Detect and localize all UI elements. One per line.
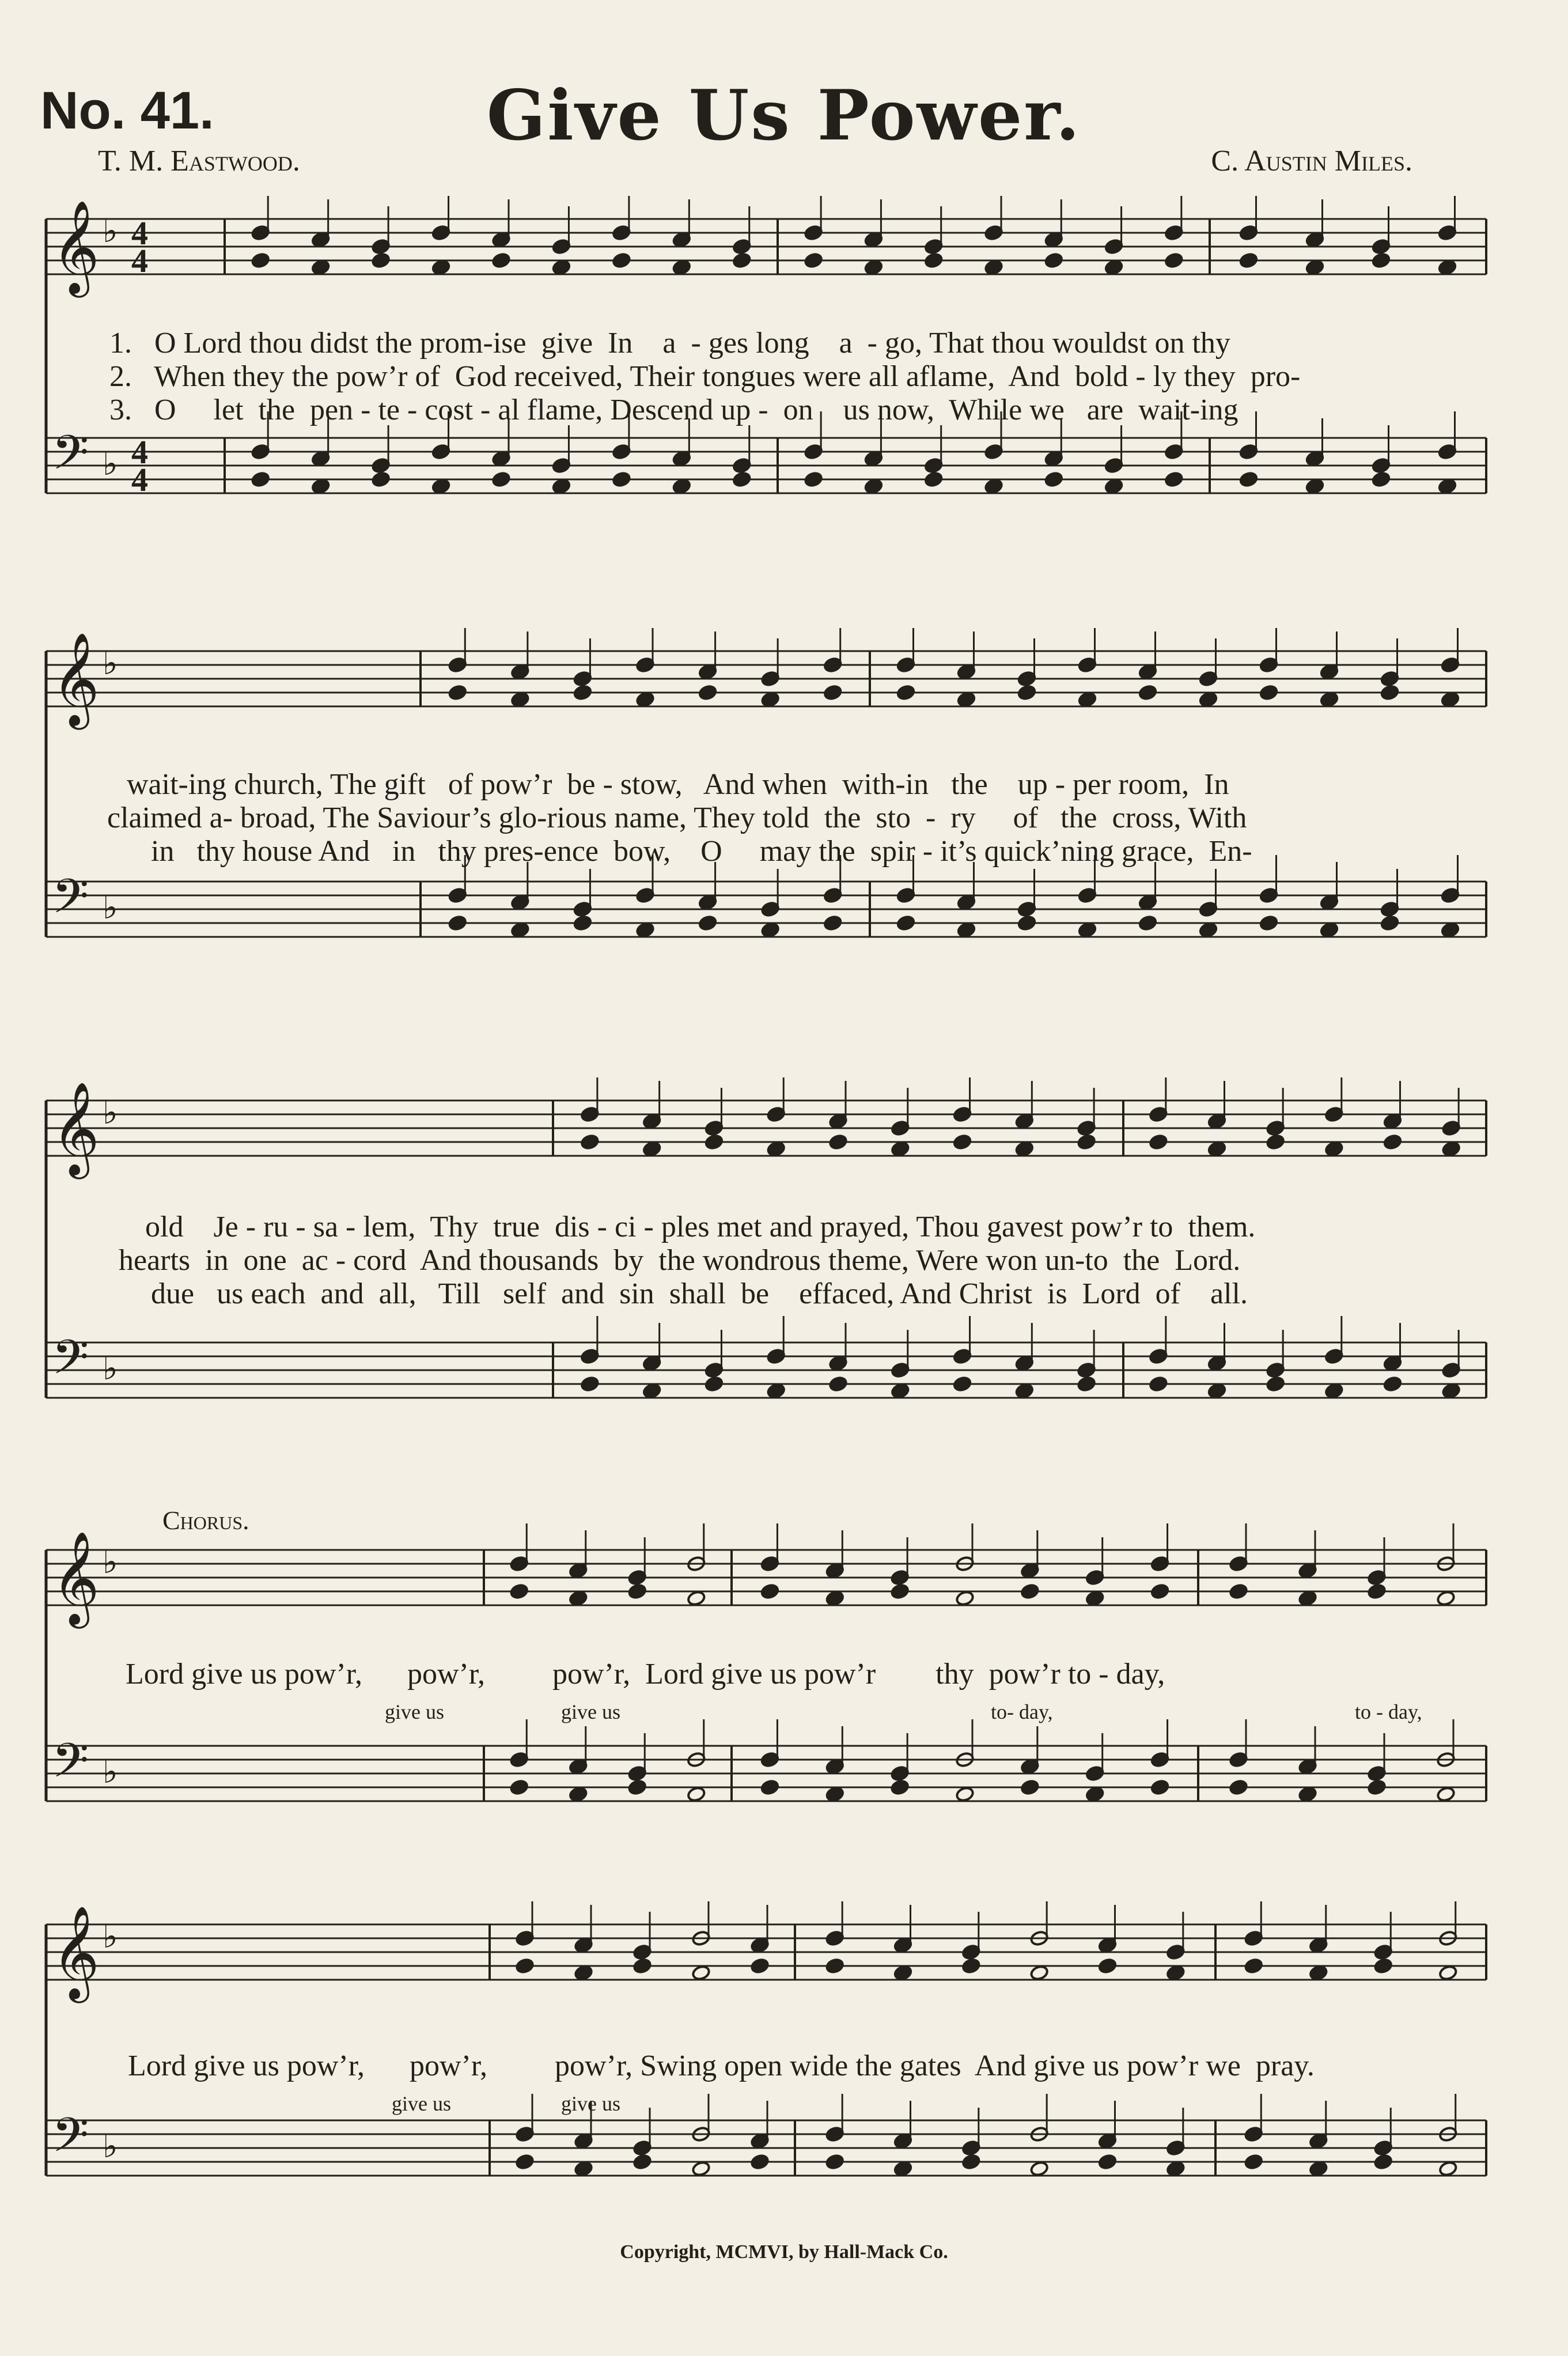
chorus-bass-word-2: give us xyxy=(561,1700,620,1723)
note-head xyxy=(1367,1583,1386,1599)
copyright-notice: Copyright, MCMVI, by Hall-Mack Co. xyxy=(620,2241,948,2263)
note-head xyxy=(750,1958,769,1974)
note-head xyxy=(955,1786,974,1802)
note-head xyxy=(761,922,780,938)
chorus-bass-word-1: give us xyxy=(385,1700,444,1723)
note-head xyxy=(1104,478,1123,494)
note-head xyxy=(251,471,270,487)
note-head xyxy=(891,1583,910,1599)
note-head xyxy=(1266,1376,1285,1392)
flat-icon: ♭ xyxy=(103,1350,118,1387)
note-head xyxy=(642,1141,661,1157)
note-head xyxy=(1320,691,1339,708)
note-head xyxy=(1438,259,1457,275)
note-head xyxy=(580,1134,599,1150)
verse-2-line-2: claimed a- broad, The Saviour’s glo-rious name, They told the sto - ry of the cross, With xyxy=(107,801,1247,834)
treble-clef-icon: 𝄞 xyxy=(52,200,100,294)
note-head xyxy=(1077,1134,1096,1150)
note-head xyxy=(1383,1376,1402,1392)
note-head xyxy=(574,2161,593,2177)
flat-icon: ♭ xyxy=(103,645,118,682)
note-head xyxy=(612,471,631,487)
note-head xyxy=(1044,252,1063,268)
note-head xyxy=(672,259,691,275)
note-head xyxy=(1298,1590,1317,1606)
note-head xyxy=(1166,2161,1185,2177)
note-head xyxy=(448,685,467,701)
note-head xyxy=(1229,1583,1248,1599)
note-head xyxy=(924,252,943,268)
note-head xyxy=(1320,922,1339,938)
note-head xyxy=(961,1958,980,1974)
note-head xyxy=(825,1958,844,1974)
lyricist-credit: T. M. Eastwood. xyxy=(98,145,300,177)
note-head xyxy=(1015,1141,1034,1157)
note-head xyxy=(1374,1958,1393,1974)
note-head xyxy=(1164,252,1183,268)
note-head xyxy=(251,252,270,268)
note-head xyxy=(628,1779,647,1795)
chorus-bass-word-3: to- day, xyxy=(991,1700,1053,1723)
note-head xyxy=(957,691,976,708)
note-head xyxy=(957,922,976,938)
verse-3-line-3: due us each and all, Till self and sin shall be effaced, And Christ is Lord of all. xyxy=(151,1277,1248,1310)
note-head xyxy=(1298,1786,1317,1802)
note-head xyxy=(864,478,883,494)
composer-credit: C. Austin Miles. xyxy=(1211,145,1412,177)
note-head xyxy=(1164,471,1183,487)
note-head xyxy=(732,252,751,268)
note-head xyxy=(825,2154,844,2170)
note-head xyxy=(632,1958,652,1974)
note-head xyxy=(1138,915,1157,931)
note-head xyxy=(891,1779,910,1795)
verse-2-line-3: hearts in one ac - cord And thousands by the wondrous theme, Were won un-to the Lord. xyxy=(119,1244,1241,1277)
treble-clef-icon: 𝄞 xyxy=(52,1081,100,1175)
bass-clef-icon: 𝄢 xyxy=(52,1329,89,1397)
note-head xyxy=(705,1134,724,1150)
note-head xyxy=(1150,1779,1169,1795)
note-head xyxy=(1324,1141,1343,1157)
note-head xyxy=(573,685,592,701)
note-head xyxy=(864,259,883,275)
verse-1-line-3: old Je - ru - sa - lem, Thy true dis - ci - ples met and prayed, Thou gavest pow’r to them. xyxy=(145,1211,1256,1243)
chorus-label: Chorus. xyxy=(162,1506,249,1535)
bass-clef-icon: 𝄢 xyxy=(52,2107,89,2175)
note-head xyxy=(1259,685,1278,701)
note-head xyxy=(828,1376,847,1392)
note-head xyxy=(431,478,450,494)
flat-icon: ♭ xyxy=(103,889,118,926)
note-head xyxy=(1149,1376,1168,1392)
note-head xyxy=(984,478,1003,494)
verse-3-line-1: 3. O let the pen - te - cost - al flame, Descend up - on us now, While we are wait-ing xyxy=(109,394,1239,426)
chorus-line-1: Lord give us pow’r, pow’r, pow’r, Lord give us pow’r thy pow’r to - day, xyxy=(126,1658,1165,1691)
note-head xyxy=(1244,1958,1263,1974)
note-head xyxy=(687,1590,706,1606)
note-head xyxy=(515,2154,534,2170)
note-head xyxy=(955,1590,974,1606)
note-head xyxy=(672,478,691,494)
note-head xyxy=(1309,2161,1328,2177)
note-head xyxy=(552,478,571,494)
flat-icon: ♭ xyxy=(103,1094,118,1132)
note-head xyxy=(924,471,943,487)
note-head xyxy=(1259,915,1278,931)
note-head xyxy=(953,1134,972,1150)
note-head xyxy=(1436,1590,1455,1606)
note-head xyxy=(1207,1141,1226,1157)
note-head xyxy=(372,471,391,487)
note-head xyxy=(732,471,751,487)
note-head xyxy=(760,1779,779,1795)
note-head xyxy=(691,1965,710,1981)
note-head xyxy=(510,1583,529,1599)
note-head xyxy=(1380,915,1399,931)
note-head xyxy=(573,915,592,931)
note-head xyxy=(431,259,450,275)
note-head xyxy=(687,1786,706,1802)
note-head xyxy=(961,2154,980,2170)
note-head xyxy=(823,685,842,701)
note-head xyxy=(612,252,631,268)
note-head xyxy=(823,915,842,931)
note-head xyxy=(761,691,780,708)
time-signature: 4 xyxy=(131,242,148,279)
note-head xyxy=(1199,691,1218,708)
note-head xyxy=(448,915,467,931)
note-head xyxy=(1374,2154,1393,2170)
note-head xyxy=(1372,252,1391,268)
note-head xyxy=(1383,1134,1402,1150)
note-head xyxy=(1015,1383,1034,1399)
treble-clef-icon: 𝄞 xyxy=(52,1531,100,1625)
treble-clef-icon: 𝄞 xyxy=(52,1905,100,1999)
chorus-bass-word-6: give us xyxy=(561,2092,620,2115)
verse-3-line-2: in thy house And in thy pres-ence bow, O may the spir - it’s quick’ning grace, En- xyxy=(151,835,1252,868)
note-head xyxy=(1150,1583,1169,1599)
flat-icon: ♭ xyxy=(103,1918,118,1956)
note-head xyxy=(1199,922,1218,938)
note-head xyxy=(1305,259,1324,275)
bass-clef-icon: 𝄢 xyxy=(52,1733,89,1800)
note-head xyxy=(984,259,1003,275)
note-head xyxy=(1438,478,1457,494)
verse-2-line-1: 2. When they the pow’r of God received, Their tongues were all aflame, And bold - ly they pro- xyxy=(109,360,1301,393)
note-head xyxy=(569,1786,588,1802)
note-head xyxy=(767,1383,786,1399)
time-signature: 4 xyxy=(131,433,148,471)
note-head xyxy=(691,2161,710,2177)
note-head xyxy=(698,915,717,931)
note-head xyxy=(893,1965,912,1981)
treble-clef-icon: 𝄞 xyxy=(52,632,100,726)
note-head xyxy=(1078,922,1097,938)
note-head xyxy=(828,1134,847,1150)
note-head xyxy=(1438,2161,1457,2177)
note-head xyxy=(760,1583,779,1599)
note-head xyxy=(1030,2161,1049,2177)
verse-1-line-1: 1. O Lord thou didst the prom-ise give In a - ges long a - go, That thou wouldst on thy xyxy=(109,327,1230,360)
note-head xyxy=(804,252,823,268)
note-head xyxy=(635,922,654,938)
note-head xyxy=(1020,1583,1039,1599)
note-head xyxy=(1138,685,1157,701)
note-head xyxy=(1098,1958,1117,1974)
verse-1-line-2: wait-ing church, The gift of pow’r be - stow, And when with-in the up - per room, In xyxy=(127,768,1229,801)
flat-icon: ♭ xyxy=(103,1544,118,1581)
note-head xyxy=(1239,252,1258,268)
note-head xyxy=(642,1383,661,1399)
chorus-bass-word-4: to - day, xyxy=(1355,1700,1422,1723)
chorus-bass-word-5: give us xyxy=(392,2092,451,2115)
flat-icon: ♭ xyxy=(103,213,118,250)
note-head xyxy=(1078,691,1097,708)
note-head xyxy=(1017,915,1036,931)
note-head xyxy=(552,259,571,275)
note-head xyxy=(804,471,823,487)
note-head xyxy=(767,1141,786,1157)
note-head xyxy=(372,252,391,268)
note-head xyxy=(1098,2154,1117,2170)
note-head xyxy=(891,1383,910,1399)
note-head xyxy=(1438,1965,1457,1981)
hymn-title: Give Us Power. xyxy=(486,75,1082,156)
note-head xyxy=(635,691,654,708)
note-head xyxy=(515,1958,534,1974)
note-head xyxy=(1305,478,1324,494)
time-signature: 4 xyxy=(131,214,148,252)
note-head xyxy=(1442,1383,1461,1399)
note-head xyxy=(491,252,510,268)
note-head xyxy=(580,1376,599,1392)
note-head xyxy=(1085,1590,1104,1606)
chorus-line-2: Lord give us pow’r, pow’r, pow’r, Swing open wide the gates And give us pow’r we pray. xyxy=(128,2049,1315,2082)
note-head xyxy=(1017,685,1036,701)
note-head xyxy=(1229,1779,1248,1795)
note-head xyxy=(1309,1965,1328,1981)
note-head xyxy=(1077,1376,1096,1392)
note-head xyxy=(1372,471,1391,487)
note-head xyxy=(1441,691,1460,708)
note-head xyxy=(311,259,330,275)
note-head xyxy=(896,915,915,931)
note-head xyxy=(896,685,915,701)
note-head xyxy=(893,2161,912,2177)
flat-icon: ♭ xyxy=(103,445,118,483)
note-head xyxy=(1380,685,1399,701)
note-head xyxy=(1367,1779,1386,1795)
note-head xyxy=(1020,1779,1039,1795)
note-head xyxy=(1085,1786,1104,1802)
note-head xyxy=(510,922,529,938)
hymn-number: No. 41. xyxy=(40,81,214,140)
note-head xyxy=(1442,1141,1461,1157)
music-system-4 xyxy=(35,1521,1498,1890)
note-head xyxy=(1244,2154,1263,2170)
note-head xyxy=(569,1590,588,1606)
note-head xyxy=(1324,1383,1343,1399)
note-head xyxy=(1207,1383,1226,1399)
note-head xyxy=(953,1376,972,1392)
note-head xyxy=(825,1786,844,1802)
flat-icon: ♭ xyxy=(103,2128,118,2165)
note-head xyxy=(1030,1965,1049,1981)
note-head xyxy=(632,2154,652,2170)
bass-clef-icon: 𝄢 xyxy=(52,868,89,936)
note-head xyxy=(1149,1134,1168,1150)
note-head xyxy=(1441,922,1460,938)
note-head xyxy=(1104,259,1123,275)
bass-clef-icon: 𝄢 xyxy=(52,425,89,492)
note-head xyxy=(491,471,510,487)
time-signature: 4 xyxy=(131,461,148,498)
note-head xyxy=(1239,471,1258,487)
note-head xyxy=(311,478,330,494)
note-head xyxy=(574,1965,593,1981)
note-head xyxy=(750,2154,769,2170)
note-head xyxy=(1044,471,1063,487)
note-head xyxy=(628,1583,647,1599)
note-head xyxy=(510,691,529,708)
note-head xyxy=(705,1376,724,1392)
note-head xyxy=(825,1590,844,1606)
note-head xyxy=(698,685,717,701)
note-head xyxy=(1436,1786,1455,1802)
note-head xyxy=(891,1141,910,1157)
note-head xyxy=(1266,1134,1285,1150)
note-head xyxy=(1166,1965,1185,1981)
flat-icon: ♭ xyxy=(103,1753,118,1791)
note-head xyxy=(510,1779,529,1795)
